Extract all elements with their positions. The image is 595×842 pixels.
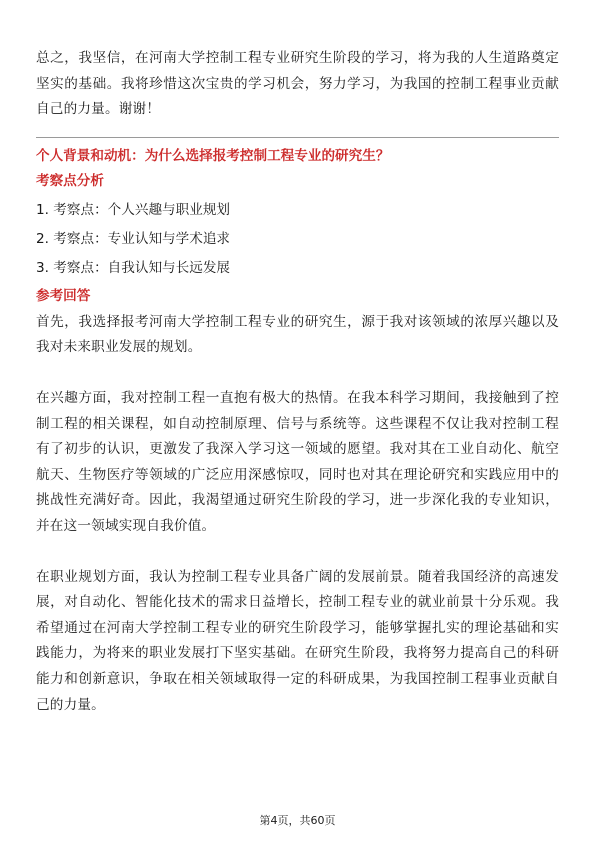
analysis-heading: 考察点分析 (36, 172, 104, 189)
answer-paragraph-2: 在兴趣方面，我对控制工程一直抱有极大的热情。在我本科学习期间，我接触到了控制工程的相关课程，如自动控制原理、信号与系统等。这些课程不仅让我对控制工程有了初步的认识，更激发了我深入学习这一领域的愿望。我对其在工业自动化、航空航天、生物医疗等领域的广泛应用深感惊叹，同时也对其在理论研究和实践应用中的挑战性充满好奇。因此，我渴望通过研究生阶段的学习，进一步深化我的专业知识，并在这一领域实现自我价值。 (36, 389, 559, 534)
paragraph-gap (36, 361, 559, 386)
answer-paragraph-3: 在职业规划方面，我认为控制工程专业具备广阔的发展前景。随着我国经济的高速发展，对自动化、智能化技术的需求日益增长，控制工程专业的就业前景十分乐观。我希望通过在河南大学控制工程专业的研究生阶段学习，能够掌握扎实的理论基础和实践能力，为将来的职业发展打下坚实基础。在研究生阶段，我将努力提高自己的科研能力和创新意识，争取在相关领域取得一定的科研成果，为我国控制工程事业贡献自己的力量。 (36, 568, 559, 713)
answer-heading: 参考回答 (36, 287, 91, 304)
closing-paragraph: 总之，我坚信，在河南大学控制工程专业研究生阶段的学习，将为我的人生道路奠定坚实的基础。我将珍惜这次宝贵的学习机会，努力学习，为我国的控制工程事业贡献自己的力量。谢谢！ (36, 50, 559, 118)
question-title: 个人背景和动机：为什么选择报考控制工程专业的研究生？ (36, 147, 390, 164)
analysis-points-list (36, 196, 559, 283)
paragraph-gap (36, 540, 559, 565)
analysis-point: 2. 考察点：专业认知与学术追求 (36, 230, 231, 247)
analysis-point: 1. 考察点：个人兴趣与职业规划 (36, 201, 231, 218)
answer-paragraph-1: 首先，我选择报考河南大学控制工程专业的研究生，源于我对该领域的浓厚兴趣以及我对未来职业发展的规划。 (36, 313, 559, 356)
page-content (36, 46, 559, 718)
section-divider (36, 137, 559, 138)
analysis-point: 3. 考察点：自我认知与长远发展 (36, 259, 231, 276)
page-footer: 第4页，共60页 (259, 814, 336, 827)
